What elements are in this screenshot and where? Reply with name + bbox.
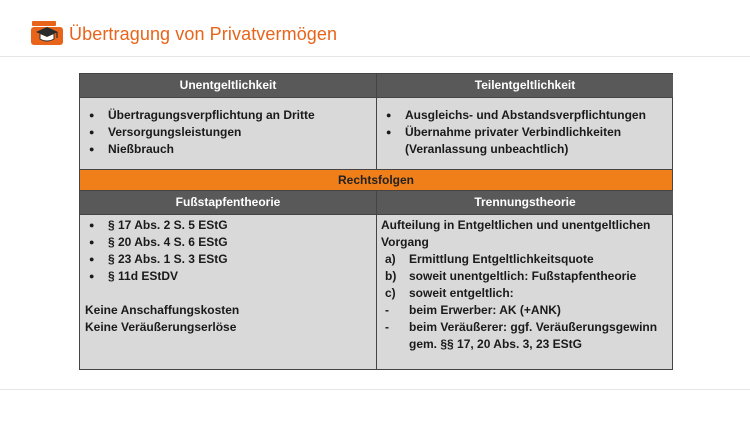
list-item-text: beim Veräußerer: ggf. Veräußerungsgewinn gem. §§ 17, 20 Abs. 3, 23 EStG xyxy=(409,320,658,351)
cell-teilentgeltlichkeit xyxy=(377,107,673,158)
list-marker: c) xyxy=(385,286,396,300)
header-fussstapfentheorie: Fußstapfentheorie xyxy=(80,191,376,214)
header-unentgeltlichkeit: Unentgeltlichkeit xyxy=(80,74,376,97)
list-unentgeltlichkeit xyxy=(80,107,376,158)
list-item xyxy=(381,251,667,268)
column-divider xyxy=(376,74,377,170)
page-title: Übertragung von Privatvermögen xyxy=(69,24,338,44)
row-divider xyxy=(80,214,672,215)
list-marker: - xyxy=(385,303,389,317)
header-divider xyxy=(0,56,750,57)
list-marker: b) xyxy=(385,269,397,283)
list-marker: - xyxy=(385,320,389,334)
band-rechtsfolgen: Rechtsfolgen xyxy=(80,170,672,190)
list-item: ● Übertragungsverpflichtung an Dritte xyxy=(80,107,376,124)
list-teilentgeltlichkeit xyxy=(377,107,663,158)
column-divider xyxy=(376,191,377,369)
note-line: Keine Anschaffungskosten xyxy=(85,303,240,317)
list-item-text: soweit entgeltlich: xyxy=(409,286,514,300)
list-item: ● § 11d EStDV xyxy=(80,268,376,285)
header-trennungstheorie: Trennungstheorie xyxy=(377,191,673,214)
content-table xyxy=(79,73,673,370)
list-trennungstheorie xyxy=(381,251,667,353)
list-item-text: beim Erwerber: AK (+ANK) xyxy=(409,303,561,317)
list-item xyxy=(381,268,667,285)
cell-fussstapfentheorie xyxy=(80,217,376,336)
list-item: ● Nießbrauch xyxy=(80,141,376,158)
cell-trennungstheorie xyxy=(377,217,673,353)
header-teilentgeltlichkeit: Teilentgeltlichkeit xyxy=(377,74,673,97)
row-divider xyxy=(80,97,672,98)
list-item: ● Ausgleichs- und Abstandsverpflichtungen xyxy=(377,107,663,124)
list-item xyxy=(381,302,667,319)
list-item: ● § 20 Abs. 4 S. 6 EStG xyxy=(80,234,376,251)
row-divider xyxy=(80,190,672,191)
list-item: ● Übernahme privater Verbindlichkeiten (Veranlassung unbeachtlich) xyxy=(377,124,663,158)
list-item xyxy=(381,319,667,353)
list-fussstapfentheorie xyxy=(80,217,376,285)
list-item: ● § 23 Abs. 1 S. 3 EStG xyxy=(80,251,376,268)
footer-divider xyxy=(0,389,750,390)
list-item: ● § 17 Abs. 2 S. 5 EStG xyxy=(80,217,376,234)
notes-fussstapfentheorie xyxy=(80,302,376,336)
graduation-cap-book-icon xyxy=(30,18,64,48)
list-item-text: soweit unentgeltlich: Fußstapfentheorie xyxy=(409,269,637,283)
header xyxy=(0,0,750,56)
cell-unentgeltlichkeit xyxy=(80,107,376,158)
list-item-text: Ermittlung Entgeltlichkeitsquote xyxy=(409,252,594,266)
list-marker: a) xyxy=(385,252,396,266)
list-item xyxy=(381,285,667,302)
trennung-intro: Aufteilung in Entgeltlichen und unentgeltlichen Vorgang xyxy=(381,218,651,249)
note-line: Keine Veräußerungserlöse xyxy=(85,320,237,334)
list-item: ● Versorgungsleistungen xyxy=(80,124,376,141)
row-divider xyxy=(80,169,672,170)
